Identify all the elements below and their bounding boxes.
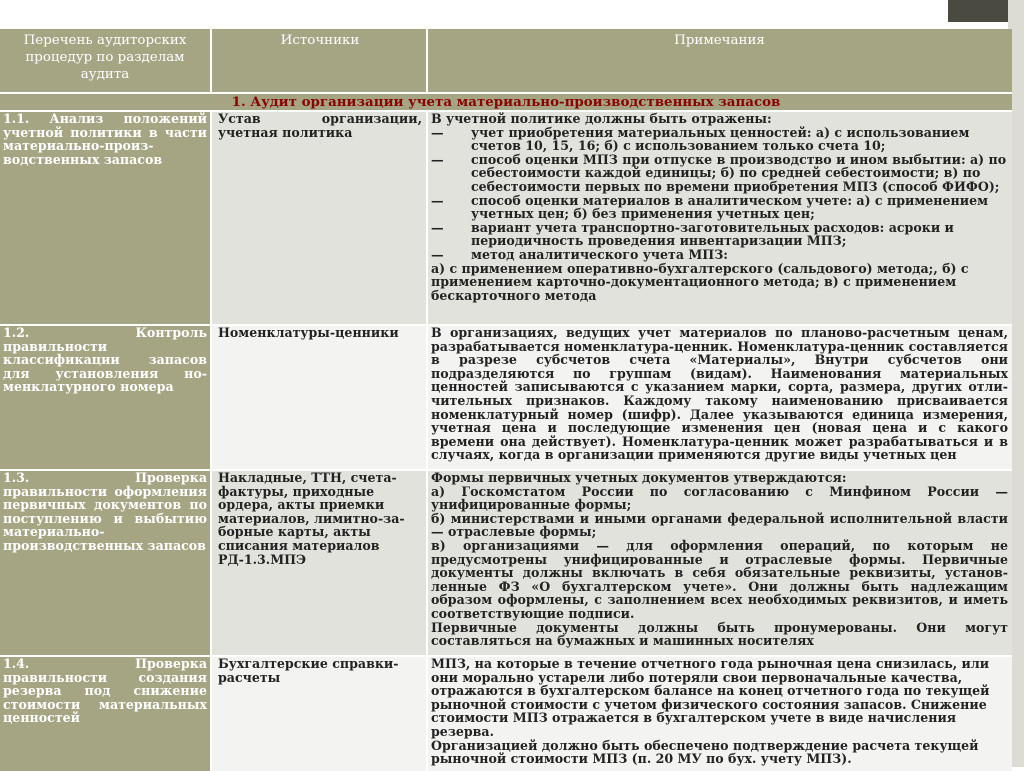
source-cell: Бухгалтерские справки-расчеты (212, 657, 428, 771)
source-cell: Накладные, ТТН, счета-фактуры, приходные ордера, акты приемки материалов, лимитно-за-борные карты, акты списания материалов РД-1.3.МПЭ (212, 471, 428, 655)
audit-table (0, 29, 1012, 771)
source-cell: Устав организации, учетная политика (212, 112, 428, 324)
table-row (0, 324, 1012, 469)
list-item: — метод аналитического учета МПЗ: (431, 246, 728, 262)
header-procedures: Перечень аудиторских процедур по разделам аудита (0, 29, 212, 92)
procedure-cell: 1.3. Проверка правильности оформления первичных документов по поступлению и выбытию материально-производственных запасов (0, 471, 212, 655)
list-item: — способ оценки материалов в аналитическом учете: а) с применением учетных цен; б) без применения учетных цен; (431, 192, 989, 222)
table-row (0, 469, 1012, 655)
table-row (0, 112, 1012, 324)
source-cell: Номенклатуры-ценники (212, 326, 428, 469)
header-sources: Источники (212, 29, 428, 92)
notes-intro: В учетной политике должны быть отражены: (431, 112, 772, 126)
list-item: — способ оценки МПЗ при отпуске в производство и ином выбытии: а) по себестоимости каждой единицы; б) по средней себестоимости; в) по себестоимости первых по времени приобретения МПЗ (способ ФИФО); (431, 151, 1007, 194)
procedure-cell: 1.2. Контроль правильности классификации запасов для установления но-менклатурного номера (0, 326, 212, 469)
list-item: — учет приобретения материальных ценностей: а) с использованием счетов 10, 15, 16; б) с использованием только счета 10; (431, 124, 970, 154)
section-title: 1. Аудит организации учета материально-производственных запасов (0, 92, 1012, 112)
notes-cell: В организациях, ведущих учет материалов по планово-расчетным ценам, разрабатывается номенклатура-ценник. Номенклатура-ценник составляется в разрезе субсчетов счета «Материалы», Внутри субсчетов они подразделяются по группам (видам). Наименования материальных ценностей записываются с указанием марки, сорта, размера, других отли-чительных признаков. Каждому такому наименованию присваивается номенклатурный номер (шифр). Далее указываются единица измерения, учетная цена и последующие изменения цен (новая цена и с какого времени она действует). Номенклатура-ценник может разрабатываться и в случаях, когда в организации применяются другие виды учетных цен (428, 326, 1012, 469)
list-item: — вариант учета транспортно-заготовительных расходов: асроки и периодичность проведения инвентаризации МПЗ; (431, 219, 954, 249)
table-row (0, 655, 1012, 771)
procedure-cell: 1.4. Проверка правильности создания резерва под снижение стоимости материальных ценностей (0, 657, 212, 771)
notes-outro: а) с применением оперативно-бухгалтерского (сальдового) метода;, б) с применением карточно-документационного метода; в) с применением бескарточного метода (431, 260, 969, 303)
table-header (0, 29, 1012, 92)
header-notes: Примечания (428, 29, 1012, 92)
notes-cell: Формы первичных учетных документов утверждаются: а) Госкомстатом России по согласованию с Минфином России — унифицированные формы; б) министерствами и иными органами федеральной исполнительной власти — отраслевые формы; в) организациями — для оформления операций, по которым не предусмотрены унифицированные и отраслевые формы. Первичные документы должны включать в себя обязательные реквизиты, установ-ленные ФЗ «О бухгалтерском учете». Они должны быть надлежащим образом оформлены, с заполнением всех необходимых реквизитов, и иметь соответствующие подписи. Первичные документы должны быть пронумерованы. Они могут составляться на бумажных и машинных носителях (428, 471, 1012, 655)
notes-cell (428, 112, 1012, 324)
procedure-cell: 1.1. Анализ положений учетной политики в части материально-произ-водственных запасов (0, 112, 212, 324)
notes-cell: МПЗ, на которые в течение отчетного года рыночная цена снизилась, или они морально устарели либо потеряли свои первоначальные качества, отражаются в бухгалтерском балансе на конец отчетного года по текущей рыночной стоимости с учетом физического состояния запасов. Снижение стоимости МПЗ отражается в бухгалтерском учете в виде начисления резерва. Организацией должно быть обеспечено подтверждение расчета текущей рыночной стоимости МПЗ (п. 20 МУ по бух. учету МПЗ). (428, 657, 1012, 771)
